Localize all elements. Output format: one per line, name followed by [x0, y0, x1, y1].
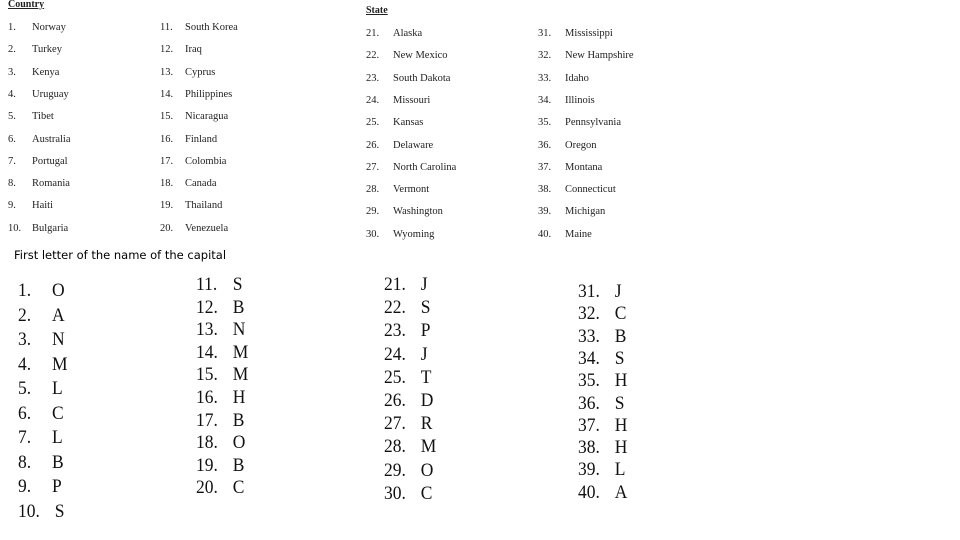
item-name: Australia	[32, 133, 71, 145]
item-number: 9.	[8, 200, 16, 212]
answer-number: 37.	[578, 414, 600, 436]
item-name: Colombia	[185, 155, 227, 167]
item-number: 4.	[8, 88, 16, 100]
item-name: Portugal	[32, 155, 68, 167]
answer-letter: C	[232, 477, 245, 499]
answer-letter: J	[420, 343, 428, 365]
item-number: 40.	[538, 228, 552, 240]
list-item	[8, 111, 54, 123]
answer-number: 21.	[384, 274, 406, 295]
answer-letter: S	[614, 392, 625, 414]
item-name: North Carolina	[393, 161, 457, 173]
answer-item	[578, 437, 627, 459]
answer-item	[384, 367, 431, 389]
item-number: 39.	[538, 206, 552, 218]
answer-letter: L	[52, 378, 63, 399]
answer-letter: N	[232, 319, 246, 341]
answer-item	[196, 319, 245, 341]
answer-number: 6.	[18, 402, 32, 424]
answer-letter: B	[52, 451, 64, 473]
item-name: Iraq	[185, 44, 202, 56]
answer-item	[196, 387, 245, 409]
list-item	[366, 206, 443, 218]
answer-item	[578, 326, 626, 348]
item-number: 6.	[8, 133, 16, 145]
item-name: Mississippi	[565, 28, 613, 39]
answer-number: 16.	[196, 387, 218, 408]
list-item	[538, 139, 597, 151]
answer-item	[196, 432, 245, 454]
list-item	[8, 44, 62, 56]
answer-item	[578, 393, 625, 415]
item-number: 26.	[366, 139, 380, 151]
answer-number: 7.	[18, 427, 32, 448]
answer-item	[384, 413, 432, 435]
list-item	[366, 184, 430, 196]
list-item	[366, 94, 431, 106]
answer-number: 34.	[578, 347, 600, 369]
answer-item	[196, 455, 244, 477]
item-name: Washington	[393, 206, 443, 218]
list-item	[160, 88, 233, 100]
list-item	[366, 117, 424, 129]
answer-letter: L	[52, 427, 63, 448]
list-item	[160, 155, 227, 167]
answer-number: 30.	[384, 482, 406, 504]
answer-letter: M	[232, 341, 249, 363]
answer-number: 36.	[578, 392, 600, 414]
item-name: South Korea	[185, 22, 238, 33]
item-number: 12.	[160, 44, 174, 56]
answer-letter: M	[420, 436, 437, 458]
answer-letter: J	[614, 281, 622, 302]
answer-letter: B	[232, 296, 245, 318]
item-name: Bulgaria	[32, 222, 69, 234]
answer-letter: A	[614, 481, 628, 503]
list-item	[160, 222, 229, 234]
item-name: South Dakota	[393, 72, 451, 84]
item-name: Pennsylvania	[565, 117, 621, 129]
list-item	[366, 72, 451, 84]
item-name: New Hampshire	[565, 50, 634, 62]
answer-number: 14.	[196, 341, 218, 363]
item-number: 1.	[8, 22, 16, 33]
item-name: Uruguay	[32, 88, 69, 100]
item-name: Haiti	[32, 200, 53, 212]
list-item	[538, 94, 595, 106]
answer-item	[18, 280, 65, 302]
item-name: Delaware	[393, 139, 434, 151]
answer-item	[196, 274, 243, 296]
answer-number: 11.	[196, 274, 218, 295]
list-item	[8, 133, 71, 145]
list-item	[538, 161, 603, 173]
item-number: 2.	[8, 44, 16, 56]
answer-letter: T	[420, 366, 432, 388]
answer-number: 8.	[18, 451, 32, 473]
item-number: 28.	[366, 184, 380, 196]
item-number: 38.	[538, 184, 552, 196]
answer-number: 17.	[196, 409, 218, 431]
item-number: 25.	[366, 117, 380, 129]
answer-number: 15.	[196, 364, 218, 386]
answer-letter: P	[420, 320, 431, 342]
answer-letter: H	[614, 414, 628, 436]
item-number: 24.	[366, 94, 380, 106]
answer-number: 13.	[196, 319, 218, 341]
answer-letter: C	[52, 402, 64, 424]
list-item	[538, 184, 616, 196]
item-number: 8.	[8, 178, 16, 190]
item-number: 20.	[160, 222, 174, 234]
answer-item	[578, 415, 627, 437]
list-item	[160, 200, 223, 212]
item-name: Turkey	[32, 44, 62, 56]
answer-item	[384, 460, 433, 482]
answer-item	[578, 459, 625, 481]
answer-item	[18, 329, 65, 351]
answer-number: 39.	[578, 459, 600, 481]
answer-number: 20.	[196, 477, 218, 499]
answer-letter: A	[52, 304, 65, 326]
answer-item	[196, 477, 244, 499]
item-number: 13.	[160, 66, 174, 78]
list-item	[8, 222, 69, 234]
answer-number: 4.	[18, 353, 32, 375]
answer-item	[18, 452, 64, 474]
list-item	[538, 50, 634, 62]
answer-item	[196, 410, 244, 432]
answer-item	[196, 364, 248, 386]
item-number: 34.	[538, 94, 552, 106]
item-number: 27.	[366, 161, 380, 173]
answer-letter: C	[420, 482, 433, 504]
item-name: Michigan	[565, 206, 606, 218]
answer-item	[196, 342, 248, 364]
list-item	[160, 133, 218, 145]
item-number: 19.	[160, 200, 174, 212]
answer-letter: P	[52, 476, 62, 497]
answer-letter: L	[614, 459, 626, 481]
item-number: 37.	[538, 161, 552, 173]
item-name: Connecticut	[565, 184, 616, 196]
answer-number: 23.	[384, 320, 406, 342]
answer-letter: S	[614, 347, 625, 369]
answer-letter: S	[54, 500, 65, 522]
answer-item	[18, 427, 63, 449]
item-number: 3.	[8, 66, 16, 78]
answer-number: 18.	[196, 432, 218, 454]
item-name: Canada	[185, 178, 217, 190]
answer-number: 25.	[384, 366, 406, 388]
state-heading: State	[366, 5, 388, 16]
list-item	[366, 28, 423, 39]
answer-number: 2.	[18, 304, 32, 326]
answer-item	[384, 297, 431, 319]
answer-item	[18, 476, 62, 498]
list-item	[160, 44, 202, 56]
answer-item	[384, 274, 428, 296]
answer-number: 40.	[578, 481, 600, 503]
answer-letter: S	[420, 297, 431, 319]
answer-letter: R	[420, 413, 433, 435]
item-name: Romania	[32, 178, 70, 190]
answer-item	[578, 281, 622, 303]
answer-letter: J	[420, 274, 428, 295]
answer-number: 33.	[578, 325, 600, 347]
answer-number: 28.	[384, 436, 406, 458]
item-name: Missouri	[393, 94, 431, 106]
item-name: Kenya	[32, 66, 60, 78]
item-name: Kansas	[393, 117, 424, 129]
answer-item	[18, 378, 63, 400]
item-number: 17.	[160, 155, 174, 167]
answer-number: 22.	[384, 297, 406, 319]
list-item	[160, 66, 216, 78]
answer-letter: H	[614, 370, 628, 392]
answer-letter: C	[614, 303, 627, 325]
item-number: 29.	[366, 206, 380, 218]
item-number: 31.	[538, 28, 552, 39]
answer-letter: M	[52, 353, 68, 375]
answer-letter: B	[232, 409, 245, 431]
list-item	[8, 88, 69, 100]
item-number: 18.	[160, 178, 174, 190]
answer-item	[18, 501, 65, 523]
answer-item	[384, 483, 432, 505]
list-item	[8, 200, 53, 212]
item-number: 7.	[8, 155, 16, 167]
answer-number: 19.	[196, 454, 218, 476]
answer-number: 9.	[18, 476, 32, 497]
answer-item	[384, 344, 428, 366]
answer-letter: H	[232, 387, 246, 408]
item-name: New Mexico	[393, 50, 448, 62]
answer-item	[578, 370, 627, 392]
list-item	[8, 22, 66, 33]
item-name: Nicaragua	[185, 111, 229, 123]
item-name: Cyprus	[185, 66, 216, 78]
answer-item	[578, 303, 626, 325]
answer-letter: S	[232, 274, 243, 295]
list-item	[538, 206, 606, 218]
item-name: Oregon	[565, 139, 597, 151]
list-item	[366, 161, 457, 173]
answer-letter: O	[52, 280, 65, 301]
list-item	[538, 72, 589, 84]
answer-letter: B	[232, 454, 245, 476]
item-name: Tibet	[32, 111, 54, 123]
answer-number: 29.	[384, 459, 406, 481]
answer-letter: N	[52, 329, 65, 350]
list-item	[366, 139, 434, 151]
list-item	[160, 178, 217, 190]
item-number: 36.	[538, 139, 552, 151]
answer-item	[196, 297, 244, 319]
answer-item	[384, 320, 431, 342]
item-name: Venezuela	[185, 222, 229, 234]
item-name: Vermont	[393, 184, 430, 196]
list-item	[538, 117, 621, 129]
list-item	[160, 22, 238, 33]
answer-letter: O	[232, 432, 246, 454]
item-number: 11.	[160, 22, 173, 33]
answer-letter: D	[420, 390, 434, 411]
list-item	[8, 155, 68, 167]
answer-number: 32.	[578, 303, 600, 325]
list-item	[538, 28, 613, 39]
answer-number: 3.	[18, 329, 32, 350]
answer-letter: M	[232, 364, 249, 386]
item-name: Finland	[185, 133, 218, 145]
item-name: Montana	[565, 161, 603, 173]
item-name: Illinois	[565, 94, 595, 106]
answer-item	[18, 305, 65, 327]
answer-number: 5.	[18, 378, 32, 399]
item-name: Alaska	[393, 28, 423, 39]
item-number: 30.	[366, 228, 380, 240]
answer-item	[384, 390, 433, 412]
item-name: Wyoming	[393, 228, 435, 240]
item-number: 10.	[8, 222, 22, 234]
capital-subtitle: First letter of the name of the capital	[14, 248, 227, 262]
item-number: 22.	[366, 50, 380, 62]
list-item	[366, 50, 448, 62]
item-name: Idaho	[565, 72, 589, 84]
answer-item	[18, 354, 68, 376]
item-number: 33.	[538, 72, 552, 84]
country-heading: Country	[8, 0, 45, 10]
answer-item	[578, 482, 627, 504]
list-item	[160, 111, 229, 123]
item-number: 32.	[538, 50, 552, 62]
answer-number: 12.	[196, 296, 218, 318]
answer-letter: O	[420, 459, 434, 481]
list-item	[8, 66, 60, 78]
item-number: 21.	[366, 28, 380, 39]
item-number: 16.	[160, 133, 174, 145]
item-number: 5.	[8, 111, 16, 123]
answer-number: 27.	[384, 413, 406, 435]
answer-item	[18, 403, 64, 425]
item-number: 15.	[160, 111, 174, 123]
item-number: 23.	[366, 72, 380, 84]
answer-item	[578, 348, 625, 370]
answer-number: 1.	[18, 280, 32, 301]
answer-letter: B	[614, 325, 627, 347]
answer-letter: H	[614, 437, 628, 459]
item-name: Philippines	[185, 88, 233, 100]
answer-item	[384, 436, 436, 458]
answer-number: 31.	[578, 281, 600, 302]
answer-number: 10.	[18, 500, 40, 522]
item-name: Maine	[565, 228, 592, 240]
item-name: Norway	[32, 22, 66, 33]
answer-number: 24.	[384, 343, 406, 365]
list-item	[8, 178, 70, 190]
list-item	[366, 228, 435, 240]
answer-number: 26.	[384, 390, 406, 411]
item-name: Thailand	[185, 200, 223, 212]
item-number: 14.	[160, 88, 174, 100]
answer-number: 35.	[578, 370, 600, 392]
list-item	[538, 228, 592, 240]
item-number: 35.	[538, 117, 552, 129]
answer-number: 38.	[578, 437, 600, 459]
